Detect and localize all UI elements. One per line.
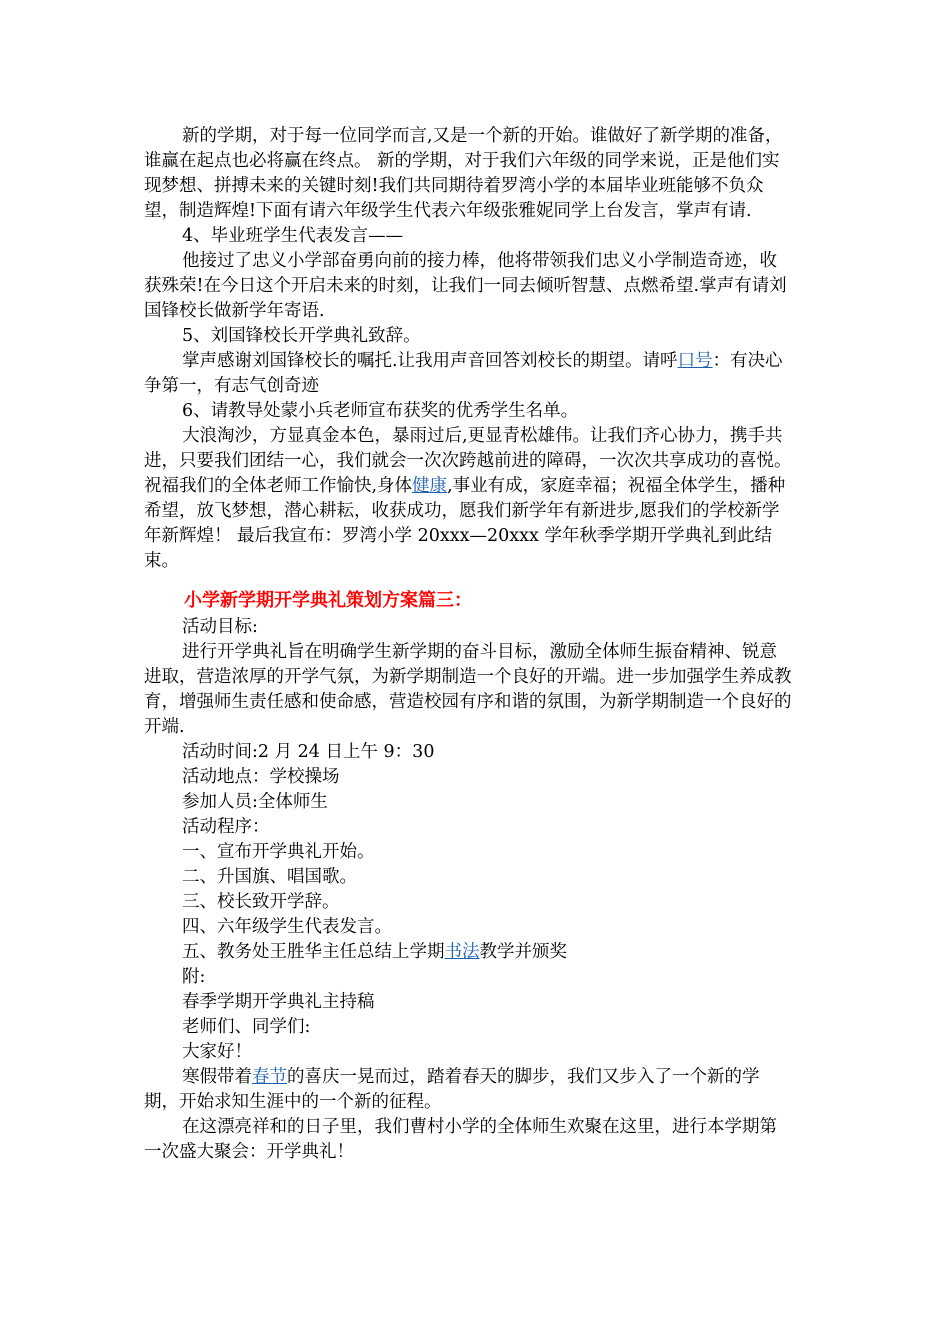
slogan-text-before: 掌声感谢刘国锋校长的嘱托.让我用声音回答刘校长的期望。请呼 [182,351,678,371]
activity-time: 活动时间:2 月 24 日上午 9：30 [182,742,435,762]
program-step-1: 一、宣布开学典礼开始。 [182,842,375,862]
program-step-3: 三、校长致开学辞。 [182,892,340,912]
program-step-2: 二、升国旗、唱国歌。 [182,867,357,887]
health-link[interactable]: 健康 [412,476,448,496]
step5-text-before: 五、教务处王胜华主任总结上学期 [182,942,445,962]
greeting-teachers-students: 老师们、同学们: [182,1017,311,1037]
script-title: 春季学期开学典礼主持稿 [182,992,375,1012]
closing-text-before: 大浪淘沙，方显真金本色，暴雨过后,更显青松雄伟。让我们齐心协力，携手共进，只要我们团结一心，我们就会一次次跨越前进的障碍，一次次共享成功的喜悦。祝福我们的全体老师工作愉快,身体 [144,426,792,496]
paragraph-gathering: 在这漂亮祥和的日子里，我们曹村小学的全体师生欢聚在这里，进行本学期第一次盛大聚会：开学典礼！ [144,1117,777,1162]
closing-text-after: ,事业有成，家庭幸福；祝福全体学生，播种希望，放飞梦想，潜心耕耘，收获成功，愿我们新学年有新进步,愿我们的学校新学年新辉煌！ 最后我宣布：罗湾小学 20xxx—20xxx 学年秋季学期开学典礼到此结束。 [144,476,786,571]
section-heading: 小学新学期开学典礼策划方案篇三： [184,590,472,611]
step5-text-after: 教学并颁奖 [479,942,567,962]
greeting-hello: 大家好！ [182,1042,252,1062]
goal-label: 活动目标: [182,617,258,637]
spring-festival-link[interactable]: 春节 [252,1067,287,1087]
winter-text-after: 的喜庆一晃而过，踏着春天的脚步，我们又步入了一个新的学期，开始求知生涯中的一个新的征程。 [144,1067,760,1112]
program-item-5: 5、刘国锋校长开学典礼致辞。 [182,326,421,346]
goal-paragraph: 进行开学典礼旨在明确学生新学期的奋斗目标，激励全体师生振奋精神、锐意进取，营造浓厚的开学气氛，为新学期制造一个良好的开端。进一步加强学生养成教育，增强师生责任感和使命感，营造校园有序和谐的氛围，为新学期制造一个良好的开端. [144,642,792,737]
document-body [144,124,794,1165]
appendix-label: 附: [182,967,206,987]
program-step-4: 四、六年级学生代表发言。 [182,917,392,937]
paragraph-closing [144,424,794,574]
paragraph-new-semester: 新的学期，对于每一位同学而言,又是一个新的开始。谁做好了新学期的准备，谁赢在起点也必将赢在终点。 新的学期，对于我们六年级的同学来说，正是他们实现梦想、拼搏未来的关键时刻!我们共同期待着罗湾小学的本届毕业班能够不负众望，制造辉煌!下面有请六年级学生代表六年级张雅妮同学上台发言，掌声有请. [144,126,783,221]
paragraph-winter-break [144,1065,794,1115]
paragraph-slogan [144,349,794,399]
program-item-4: 4、毕业班学生代表发言—— [182,226,404,246]
activity-participants: 参加人员:全体师生 [182,792,328,812]
program-item-6: 6、请教导处蒙小兵老师宣布获奖的优秀学生名单。 [182,401,579,421]
slogan-text-after: ：有决心争第一，有志气创奇迹 [144,351,783,396]
activity-program-label: 活动程序： [182,817,270,837]
paragraph-relay: 他接过了忠义小学部奋勇向前的接力棒，他将带领我们忠义小学制造奇迹，收获殊荣!在今日这个开启未来的时刻，让我们一同去倾听智慧、点燃希望.掌声有请刘国锋校长做新学年寄语. [144,251,787,321]
calligraphy-link[interactable]: 书法 [444,942,480,962]
program-step-5 [144,940,794,965]
activity-place: 活动地点：学校操场 [182,767,340,787]
slogan-link[interactable]: 口号 [677,351,713,371]
winter-text-before: 寒假带着 [182,1067,252,1087]
